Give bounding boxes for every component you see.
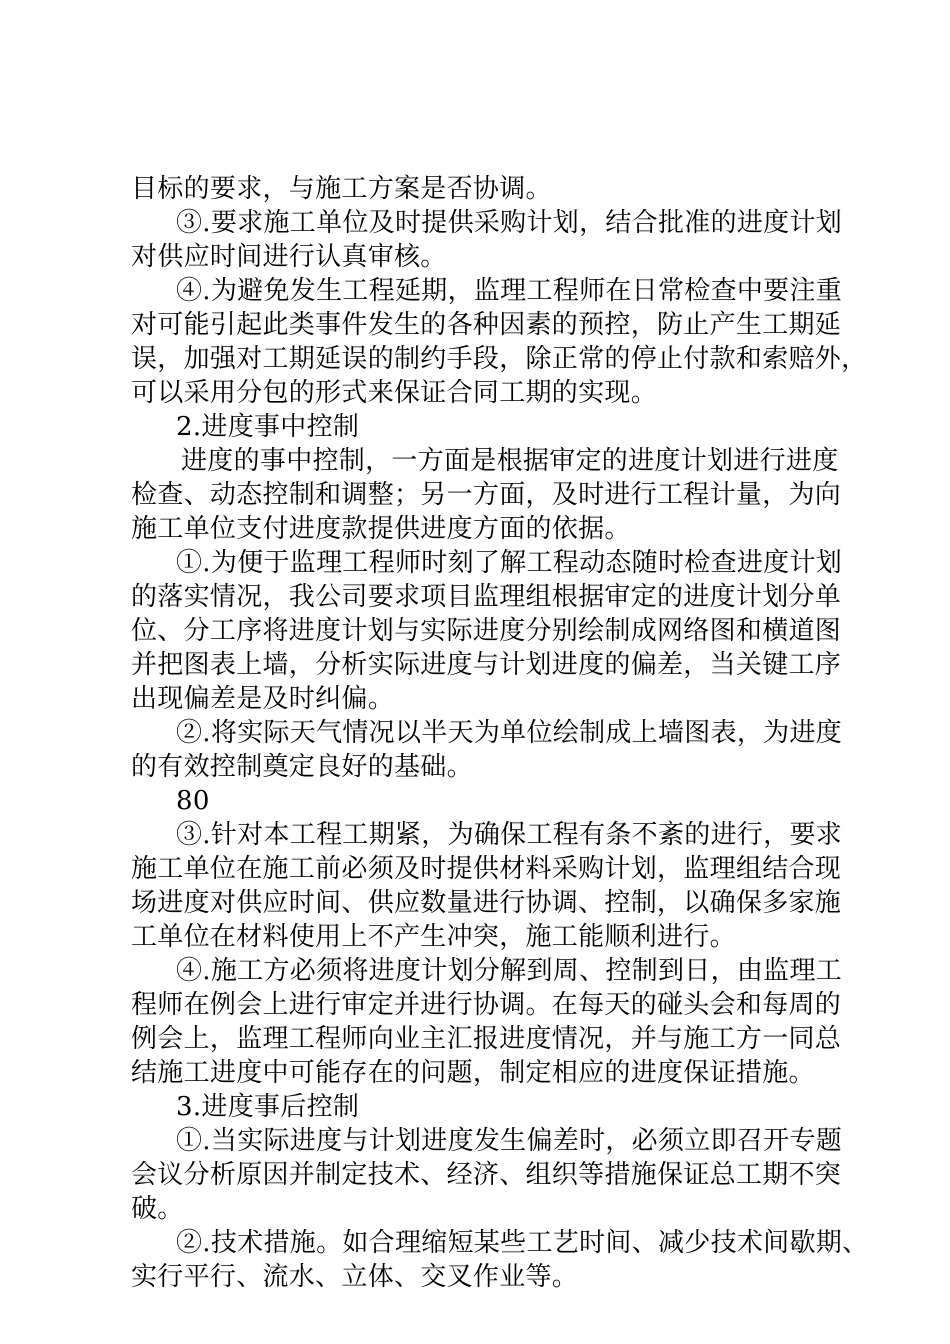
text-line: 程师在例会上进行审定并进行协调。在每天的碰头会和每周的 bbox=[131, 990, 842, 1020]
text-line: 场进度对供应时间、供应数量进行协调、控制，以确保多家施 bbox=[131, 888, 842, 918]
text-line: ④.为避免发生工程延期，监理工程师在日常检查中要注重 bbox=[176, 276, 843, 306]
text-line: 破。 bbox=[131, 1194, 184, 1224]
text-line: ③.针对本工程工期紧，为确保工程有条不紊的进行，要求 bbox=[176, 820, 843, 850]
text-line: ②.将实际天气情况以半天为单位绘制成上墙图表，为进度 bbox=[176, 718, 843, 748]
text-line: 会议分析原因并制定技术、经济、组织等措施保证总工期不突 bbox=[131, 1160, 842, 1190]
section-heading: 2.进度事中控制 bbox=[176, 412, 360, 442]
text-line: 对供应时间进行认真审核。 bbox=[131, 242, 447, 272]
text-line: 例会上，监理工程师向业主汇报进度情况，并与施工方一同总 bbox=[131, 1024, 842, 1054]
inline-number: 80 bbox=[176, 786, 210, 816]
text-line: 误，加强对工期延误的制约手段，除正常的停止付款和索赔外， bbox=[131, 344, 868, 374]
text-line: ④.施工方必须将进度计划分解到周、控制到日，由监理工 bbox=[176, 956, 843, 986]
text-line: 进度的事中控制，一方面是根据审定的进度计划进行进度 bbox=[181, 446, 839, 476]
text-line: 并把图表上墙，分析实际进度与计划进度的偏差，当关键工序 bbox=[131, 650, 842, 680]
text-line: 出现偏差是及时纠偏。 bbox=[131, 684, 395, 714]
text-line: 实行平行、流水、立体、交叉作业等。 bbox=[131, 1262, 579, 1292]
text-line: 的落实情况，我公司要求项目监理组根据审定的进度计划分单 bbox=[131, 582, 842, 612]
text-line: 工单位在材料使用上不产生冲突，施工能顺利进行。 bbox=[131, 922, 736, 952]
text-line: 结施工进度中可能存在的问题，制定相应的进度保证措施。 bbox=[131, 1058, 815, 1088]
text-line: ①.当实际进度与计划进度发生偏差时，必须立即召开专题 bbox=[176, 1126, 843, 1156]
text-line: ②.技术措施。如合理缩短某些工艺时间、减少技术间歇期、 bbox=[176, 1228, 869, 1258]
text-line: 施工单位在施工前必须及时提供材料采购计划，监理组结合现 bbox=[131, 854, 842, 884]
text-line: 可以采用分包的形式来保证合同工期的实现。 bbox=[131, 378, 658, 408]
text-line: 施工单位支付进度款提供进度方面的依据。 bbox=[131, 514, 631, 544]
section-heading: 3.进度事后控制 bbox=[176, 1092, 360, 1122]
text-line: 的有效控制奠定良好的基础。 bbox=[131, 752, 473, 782]
text-line: 位、分工序将进度计划与实际进度分别绘制成网络图和横道图 bbox=[131, 616, 842, 646]
text-line: ①.为便于监理工程师时刻了解工程动态随时检查进度计划 bbox=[176, 548, 843, 578]
text-line: 目标的要求，与施工方案是否协调。 bbox=[131, 174, 552, 204]
text-line: 检查、动态控制和调整；另一方面，及时进行工程计量，为向 bbox=[131, 480, 842, 510]
text-line: ③.要求施工单位及时提供采购计划，结合批准的进度计划 bbox=[176, 208, 843, 238]
text-line: 对可能引起此类事件发生的各种因素的预控，防止产生工期延 bbox=[131, 310, 842, 340]
